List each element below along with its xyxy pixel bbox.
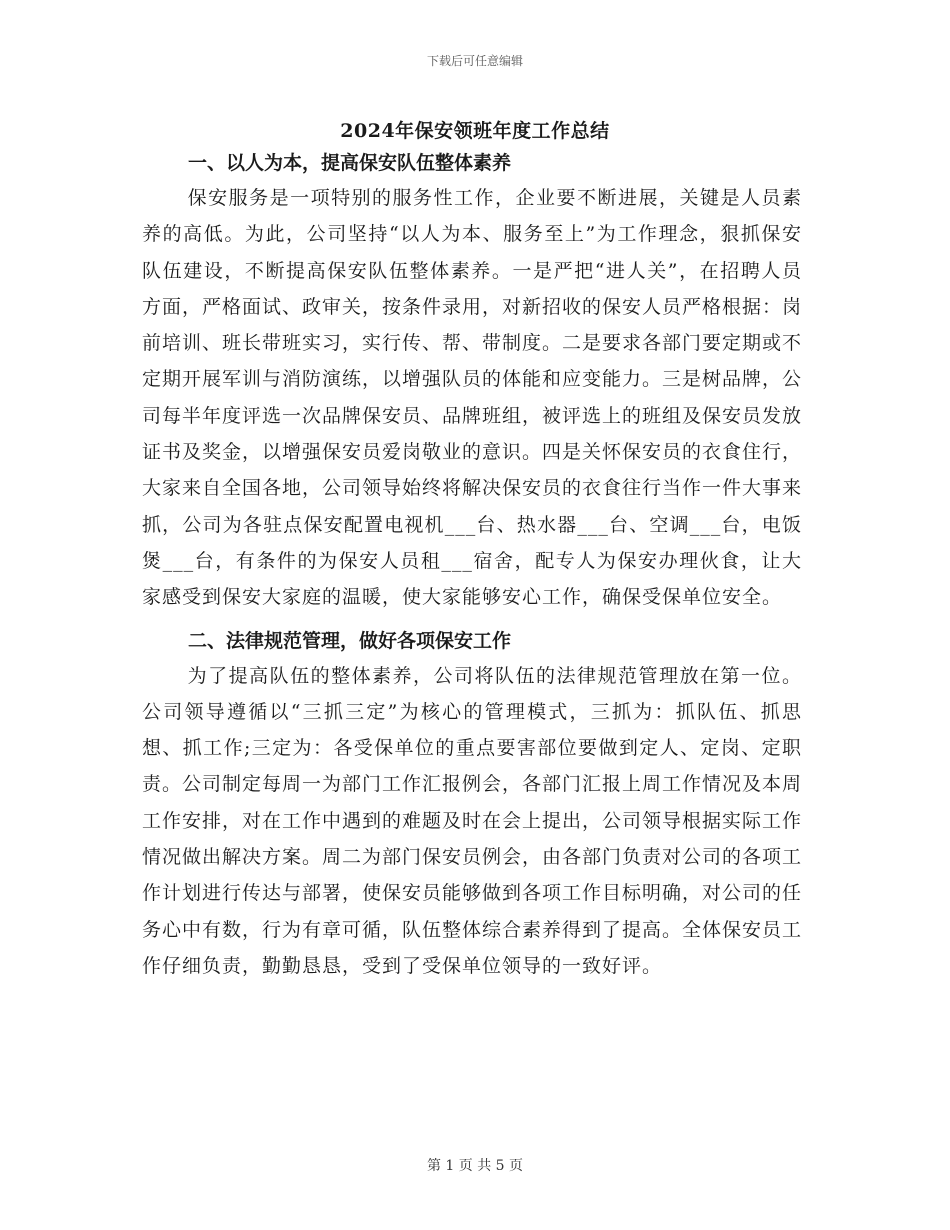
section-1-heading: 一、以人为本，提高保安队伍整体素养 (188, 152, 512, 174)
section-2-heading: 二、法律规范管理，做好各项保安工作 (188, 629, 512, 652)
section-gap (142, 616, 802, 624)
section-1-paragraph: 保安服务是一项特别的服务性工作，企业要不断进展，关键是人员素养的高低。为此，公司坚持“以人为本、服务至上”为工作理念，狠抓保安队伍建设，不断提高保安队伍整体素养。一是严把“进人关”，在招聘人员方面，严格面试、政审关，按条件录用，对新招收的保安人员严格根据：岗前培训、班长带班实习，实行传、帮、带制度。二是要求各部门要定期或不定期开展军训与消防演练，以增强队员的体能和应变能力。三是树品牌，公司每半年度评选一次品牌保安员、品牌班组，被评选上的班组及保安员发放证书及奖金，以增强保安员爱岗敬业的意识。四是关怀保安员的衣食住行，大家来自全国各地，公司领导始终将解决保安员的衣食往行当作一件大事来抓，公司为各驻点保安配置电视机___台、热水器___台、空调___台，电饭煲___台，有条件的为保安人员租___宿舍，配专人为保安办理伙食，让大家感受到保安大家庭的温暖，使大家能够安心工作，确保受保单位安全。 (142, 187, 803, 609)
header-note: 下载后可任意编辑 (426, 54, 523, 68)
page-footer: 第 1 页 共 5 页 (426, 1158, 524, 1174)
document-body (142, 146, 802, 984)
document-title: 2024年保安领班年度工作总结 (340, 120, 610, 142)
section-2-paragraph: 为了提高队伍的整体素养，公司将队伍的法律规范管理放在第一位。公司领导遵循以“三抓三定”为核心的管理模式，三抓为：抓队伍、抓思想、抓工作;三定为：各受保单位的重点要害部位要做到定人、定岗、定职责。公司制定每周一为部门工作汇报例会，各部门汇报上周工作情况及本周工作安排，对在工作中遇到的难题及时在会上提出，公司领导根据实际工作情况做出解决方案。周二为部门保安员例会，由各部门负责对公司的各项工作计划进行传达与部署，使保安员能够做到各项工作目标明确，对公司的任务心中有数，行为有章可循，队伍整体综合素养得到了提高。全体保安员工作仔细负责，勤勤恳恳，受到了受保单位领导的一致好评。 (142, 664, 803, 977)
